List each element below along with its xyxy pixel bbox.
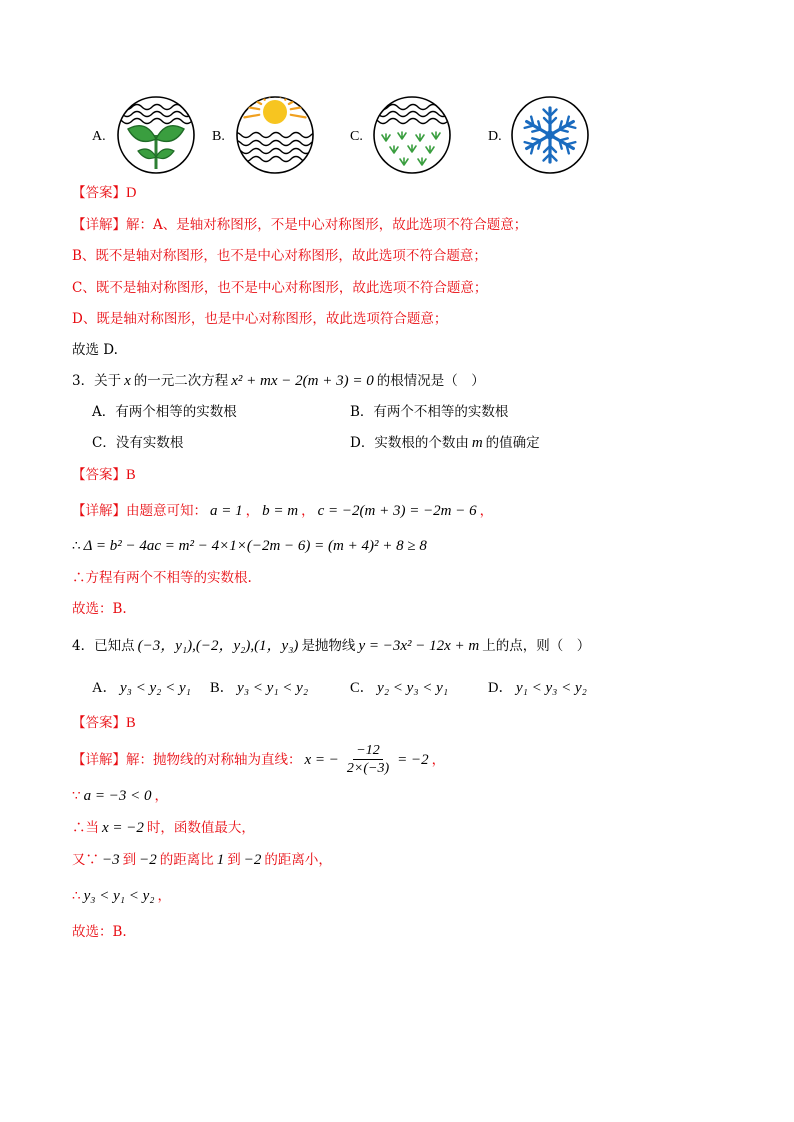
detail-text: ， bbox=[431, 752, 446, 768]
stem-points: (−3，y₁),(−2，y₂),(1，y₃) bbox=[137, 638, 299, 654]
stem-parabola: y = −3x² − 12x + m bbox=[358, 638, 480, 654]
detail-text: 的距离比 bbox=[159, 852, 214, 868]
q3-detail-line-1 bbox=[72, 501, 493, 521]
detail-math: −2 bbox=[139, 852, 157, 868]
because-symbol: ∵ bbox=[72, 788, 81, 804]
axis-lhs: x = − bbox=[304, 752, 339, 768]
axis-rhs: = −2 bbox=[397, 752, 429, 768]
q3-detail-line-2 bbox=[72, 536, 430, 556]
q3-conclusion bbox=[72, 599, 127, 619]
snowflake-icon bbox=[510, 95, 590, 175]
sun-disc bbox=[263, 100, 287, 124]
detail-text: ∴当 bbox=[72, 820, 99, 836]
detail-text: B、既不是轴对称图形，也不是中心对称图形，故此选项不符合题意； bbox=[72, 248, 487, 264]
detail-text: 解：A、是轴对称图形，不是中心对称图形，故此选项不符合题意； bbox=[126, 217, 528, 233]
detail-text: 解：抛物线的对称轴为直线： bbox=[126, 752, 302, 768]
detail-text: ， bbox=[301, 503, 315, 519]
stem-text: 上的点，则（ ） bbox=[482, 638, 591, 654]
option-letter: C． bbox=[350, 680, 375, 696]
therefore-symbol: ∴ bbox=[72, 888, 81, 904]
answer-value: B bbox=[126, 715, 136, 731]
option-text: 的值确定 bbox=[485, 435, 540, 451]
sun-icon bbox=[235, 95, 315, 175]
q3-stem bbox=[72, 371, 485, 391]
q4-option-d bbox=[488, 678, 590, 698]
q4-option-c bbox=[350, 678, 451, 698]
detail-math: y₃ < y₁ < y₂ bbox=[83, 888, 155, 904]
conclusion-text: 故选：B. bbox=[72, 924, 127, 940]
answer-tag: 【答案】 bbox=[72, 185, 126, 201]
answer-value: B bbox=[126, 467, 136, 483]
detail-math: b = m bbox=[262, 503, 299, 519]
detail-text: ， bbox=[154, 788, 168, 804]
stem-variable: x bbox=[124, 373, 131, 389]
answer-tag: 【答案】 bbox=[72, 715, 126, 731]
q4-detail-line-2 bbox=[72, 786, 168, 806]
fraction-numerator: −12 bbox=[353, 742, 382, 760]
detail-text: ∴方程有两个不相等的实数根. bbox=[72, 570, 252, 586]
answer-value: D bbox=[126, 185, 137, 201]
detail-text: D、既是轴对称图形，也是中心对称图形，故此选项符合题意； bbox=[72, 311, 448, 327]
q4-conclusion bbox=[72, 922, 127, 942]
detail-text: 由题意可知： bbox=[126, 503, 207, 519]
q3-option-a bbox=[92, 402, 237, 422]
detail-math: −3 bbox=[102, 852, 120, 868]
option-text: D．实数根的个数由 bbox=[350, 435, 469, 451]
q2-detail-line-4 bbox=[72, 309, 447, 329]
q3-answer bbox=[72, 465, 136, 485]
option-variable: m bbox=[471, 435, 483, 451]
detail-text: 时，函数值最大， bbox=[146, 820, 255, 836]
detail-text: C、既不是轴对称图形，也不是中心对称图形，故此选项不符合题意； bbox=[72, 280, 488, 296]
option-text: A．有两个相等的实数根 bbox=[92, 404, 237, 420]
fraction-denominator: 2×(−3) bbox=[346, 761, 390, 776]
detail-math: x = −2 bbox=[102, 820, 144, 836]
q4-stem bbox=[72, 636, 590, 656]
option-c-label: C. bbox=[350, 129, 363, 144]
q3-detail-line-3 bbox=[72, 568, 252, 588]
q2-conclusion bbox=[72, 340, 118, 360]
option-d-label: D. bbox=[488, 129, 502, 144]
option-math: y₃ < y₁ < y₂ bbox=[237, 680, 309, 696]
conclusion-text: 故选 D. bbox=[72, 342, 118, 358]
stem-text: 的一元二次方程 bbox=[133, 373, 229, 389]
q4-answer bbox=[72, 713, 136, 733]
axis-fraction bbox=[344, 742, 392, 778]
detail-tag: 【详解】 bbox=[72, 752, 126, 768]
question-number: 4． bbox=[72, 638, 95, 654]
q3-option-b bbox=[350, 402, 508, 422]
stem-text: 已知点 bbox=[94, 638, 135, 654]
therefore-symbol: ∴ bbox=[72, 538, 81, 554]
detail-math: c = −2(m + 3) = −2m − 6 bbox=[317, 503, 477, 519]
option-math: y₃ < y₂ < y₁ bbox=[119, 680, 191, 696]
q2-detail-line-1 bbox=[72, 215, 527, 235]
option-math: y₁ < y₃ < y₂ bbox=[515, 680, 587, 696]
detail-math: −2 bbox=[243, 852, 262, 868]
q2-answer bbox=[72, 183, 136, 203]
option-text: C．没有实数根 bbox=[92, 435, 184, 451]
grass-icon bbox=[372, 95, 452, 175]
option-letter: A． bbox=[92, 680, 117, 696]
detail-math: 1 bbox=[216, 852, 225, 868]
detail-text: ， bbox=[245, 503, 260, 519]
q4-detail-line-1 bbox=[72, 741, 445, 779]
q3-option-d bbox=[350, 433, 540, 453]
option-a-label: A. bbox=[92, 129, 106, 144]
conclusion-text: 故选：B. bbox=[72, 601, 127, 617]
stem-equation: x² + mx − 2(m + 3) = 0 bbox=[231, 373, 374, 389]
option-b-label: B. bbox=[212, 129, 225, 144]
detail-text: 的距离小， bbox=[264, 852, 332, 868]
question-number: 3． bbox=[72, 373, 95, 389]
q2-detail-line-2 bbox=[72, 246, 487, 266]
q4-detail-line-3 bbox=[72, 818, 255, 838]
plant-icon bbox=[116, 95, 196, 175]
stem-text: 的根情况是（ ） bbox=[376, 373, 485, 389]
q4-option-a bbox=[92, 678, 194, 698]
detail-tag: 【详解】 bbox=[72, 217, 126, 233]
detail-math: a = −3 < 0 bbox=[83, 788, 152, 804]
detail-tag: 【详解】 bbox=[72, 503, 126, 519]
q2-detail-line-3 bbox=[72, 278, 487, 298]
option-math: y₂ < y₃ < y₁ bbox=[377, 680, 449, 696]
option-letter: D． bbox=[488, 680, 513, 696]
stem-text: 关于 bbox=[94, 373, 122, 389]
option-text: B．有两个不相等的实数根 bbox=[350, 404, 509, 420]
detail-text: ， bbox=[479, 503, 494, 519]
q4-detail-line-5 bbox=[72, 886, 171, 906]
detail-text: 又∵ bbox=[72, 852, 99, 868]
q4-detail-line-4 bbox=[72, 850, 332, 870]
detail-math: a = 1 bbox=[210, 503, 243, 519]
q3-option-c bbox=[92, 433, 183, 453]
detail-text: ， bbox=[157, 888, 171, 904]
stem-text: 是抛物线 bbox=[301, 638, 356, 654]
answer-tag: 【答案】 bbox=[72, 467, 126, 483]
option-letter: B． bbox=[210, 680, 235, 696]
detail-text: 到 bbox=[227, 852, 241, 868]
discriminant-math: Δ = b² − 4ac = m² − 4×1×(−2m − 6) = (m + 4)² + 8 ≥ 8 bbox=[83, 538, 427, 554]
q4-option-b bbox=[210, 678, 311, 698]
detail-text: 到 bbox=[122, 852, 137, 868]
